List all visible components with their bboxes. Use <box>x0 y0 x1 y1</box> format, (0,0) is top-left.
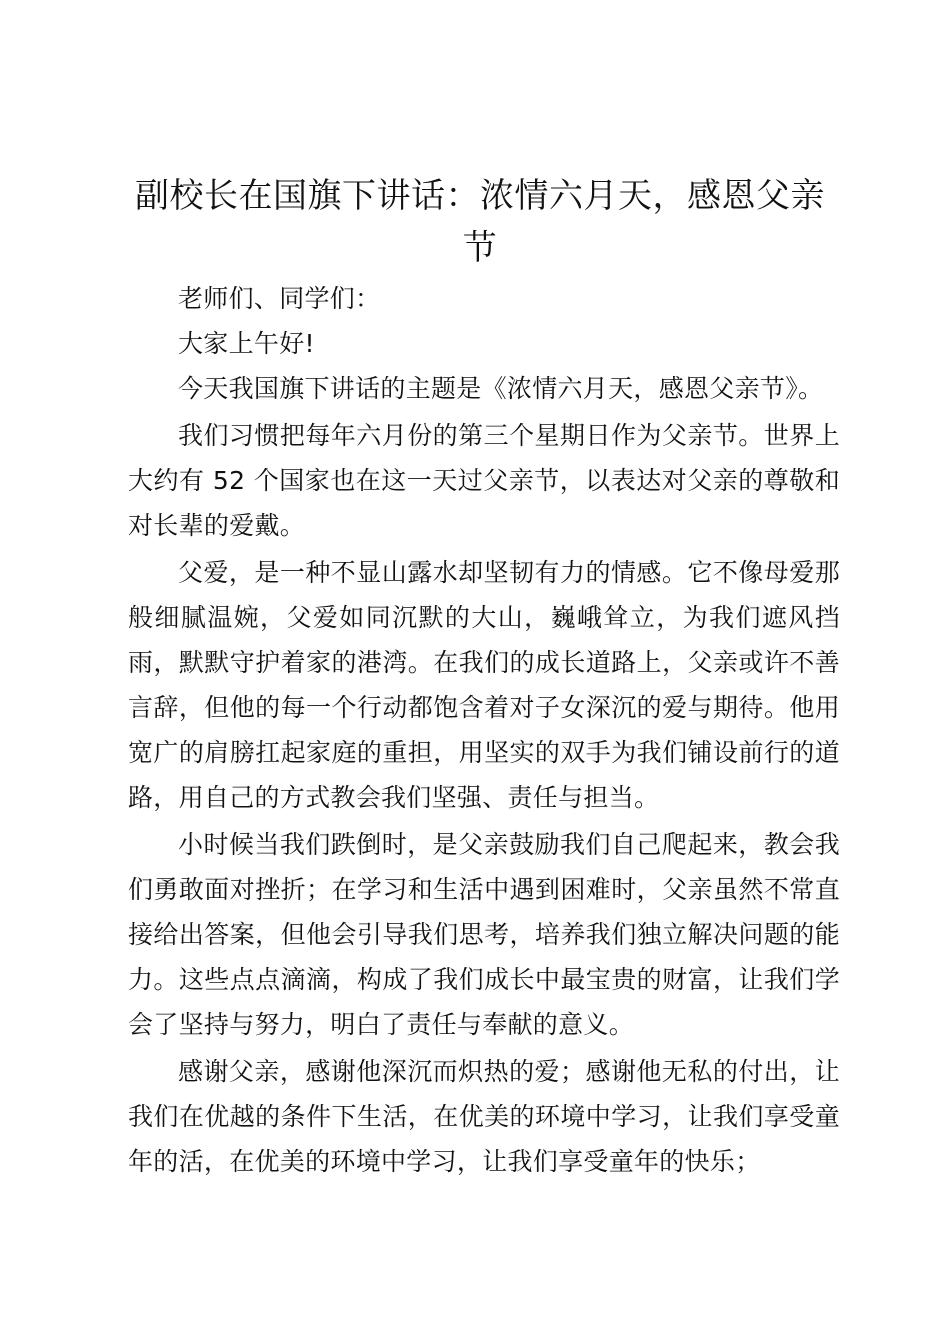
topic-paragraph: 今天我国旗下讲话的主题是《浓情六月天，感恩父亲节》。 <box>178 374 824 403</box>
salutation-paragraph: 老师们、同学们： <box>178 284 381 313</box>
gratitude-paragraph: 感谢父亲，感谢他深沉而炽热的爱；感谢他无私的付出，让我们在优越的条件下生活，在优美的环境中学习，让我们享受童年的活，在优美的环境中学习，让我们享受童年的快乐； <box>128 1057 840 1176</box>
childhood-paragraph: 小时候当我们跌倒时，是父亲鼓励我们自己爬起来，教会我们勇敢面对挫折；在学习和生活中遇到困难时，父亲虽然不常直接给出答案，但他会引导我们思考，培养我们独立解决问题的能力。这些点点滴滴，构成了我们成长中最宝贵的财富，让我们学会了坚持与努力，明白了责任与奉献的意义。 <box>128 830 840 1039</box>
fatherly-love-paragraph: 父爱，是一种不显山露水却坚韧有力的情感。它不像母爱那般细腻温婉，父爱如同沉默的大山，巍峨耸立，为我们遮风挡雨，默默守护着家的港湾。在我们的成长道路上，父亲或许不善言辞，但他的每一个行动都饱含着对子女深沉的爱与期待。他用宽广的肩膀扛起家庭的重担，用坚实的双手为我们铺设前行的道路，用自己的方式教会我们坚强、责任与担当。 <box>128 558 840 812</box>
document-body <box>128 276 840 1184</box>
greeting-paragraph: 大家上午好! <box>178 329 315 358</box>
fathers-day-paragraph: 我们习惯把每年六月份的第三个星期日作为父亲节。世界上大约有 52 个国家也在这一天过父亲节，以表达对父亲的尊敬和对长辈的爱戴。 <box>128 421 840 540</box>
document-title: 副校长在国旗下讲话：浓情六月天，感恩父亲节 <box>135 176 825 268</box>
